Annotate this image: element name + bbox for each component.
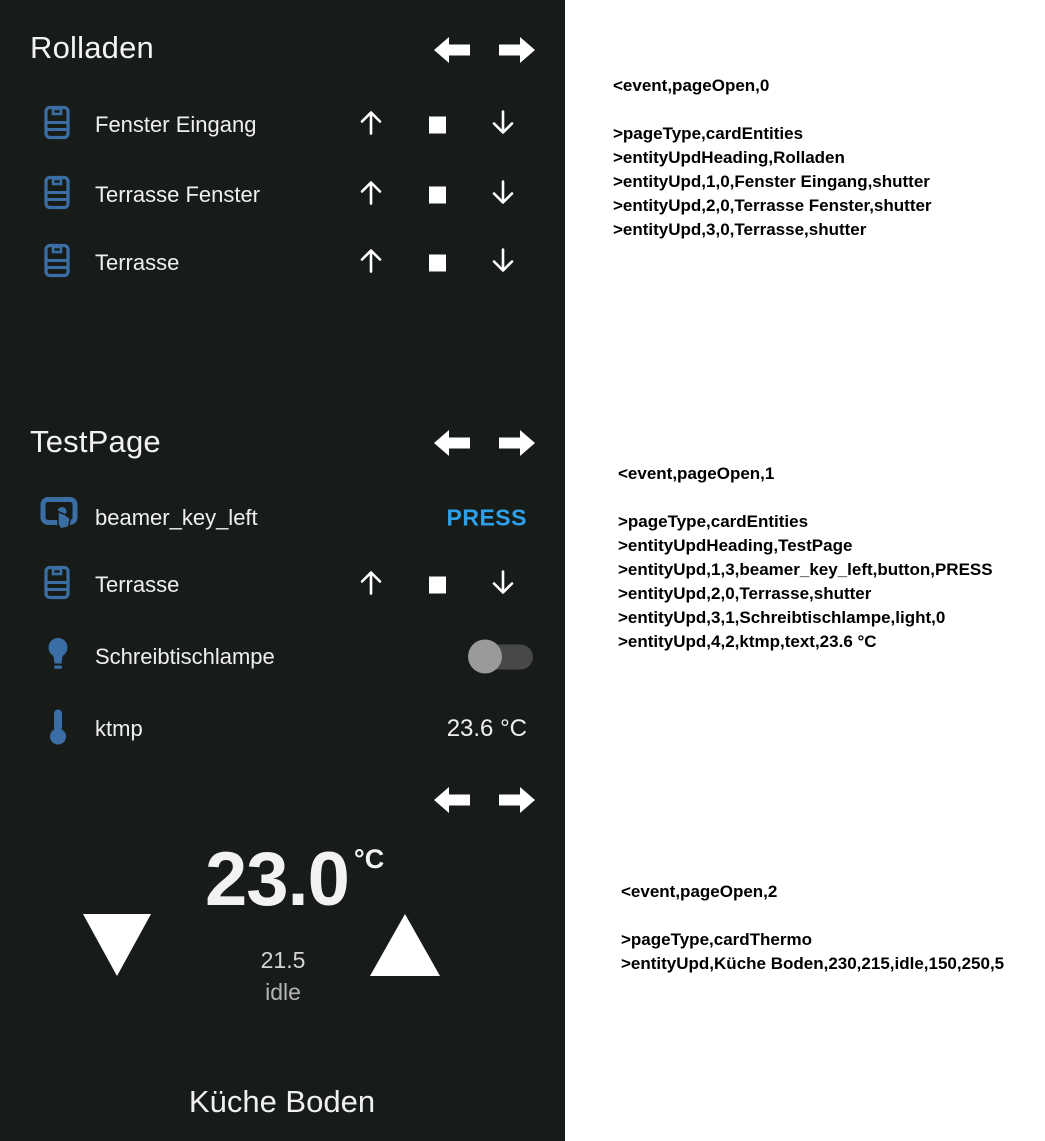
log-line: >entityUpd,1,0,Fenster Eingang,shutter	[613, 172, 930, 191]
entity-row	[0, 634, 565, 680]
log-block-page0	[613, 74, 932, 242]
log-line: >entityUpd,1,3,beamer_key_left,button,PRESS	[618, 560, 993, 579]
current-temperature-value: 23.0	[205, 837, 349, 922]
nav-right-arrow[interactable]	[499, 429, 535, 457]
shutter-stop-button[interactable]	[429, 577, 446, 594]
shutter-up-button[interactable]	[358, 569, 384, 602]
arrow-left-icon	[434, 786, 470, 814]
shutter-stop-button[interactable]	[429, 187, 446, 204]
window-shutter-icon	[44, 566, 70, 605]
log-line: <event,pageOpen,0	[613, 76, 770, 95]
log-line: >entityUpd,2,0,Terrasse,shutter	[618, 584, 872, 603]
light-toggle-switch[interactable]	[471, 645, 533, 670]
log-line: >entityUpd,3,1,Schreibtischlampe,light,0	[618, 608, 946, 627]
thermometer-icon	[48, 708, 68, 751]
log-line: <event,pageOpen,2	[621, 882, 778, 901]
entity-label: ktmp	[95, 716, 143, 741]
arrow-left-icon	[434, 429, 470, 457]
shutter-stop-button[interactable]	[429, 255, 446, 272]
entity-row	[0, 172, 565, 218]
hvac-state: idle	[265, 979, 301, 1005]
log-spacer	[618, 486, 993, 510]
log-line: >entityUpdHeading,Rolladen	[613, 148, 845, 167]
window-shutter-icon	[44, 244, 70, 283]
temperature-value: 23.6 °C	[446, 715, 527, 742]
log-line: <event,pageOpen,1	[618, 464, 775, 483]
arrow-right-icon	[499, 36, 535, 64]
log-line: >entityUpd,3,0,Terrasse,shutter	[613, 220, 867, 239]
arrow-right-icon	[499, 429, 535, 457]
arrow-right-icon	[499, 786, 535, 814]
log-spacer	[613, 98, 932, 122]
nav-left-arrow[interactable]	[434, 429, 470, 457]
press-button[interactable]: PRESS	[446, 504, 527, 531]
setpoint-temperature: 21.5	[260, 947, 306, 973]
log-line: >entityUpd,2,0,Terrasse Fenster,shutter	[613, 196, 932, 215]
toggle-knob	[468, 640, 502, 674]
entity-label: Terrasse	[95, 250, 180, 275]
window-shutter-icon	[44, 106, 70, 145]
shutter-down-button[interactable]	[490, 109, 516, 142]
log-line: >entityUpdHeading,TestPage	[618, 536, 853, 555]
entity-row	[0, 706, 565, 752]
entity-row	[0, 240, 565, 286]
temperature-unit: °C	[353, 844, 385, 874]
log-line: >entityUpd,Küche Boden,230,215,idle,150,250,5	[621, 954, 1005, 973]
shutter-up-button[interactable]	[358, 247, 384, 280]
log-block-page2	[621, 880, 1004, 976]
triangle-down-icon	[81, 912, 153, 978]
shutter-up-button[interactable]	[358, 179, 384, 212]
entity-label: Terrasse Fenster	[95, 182, 261, 207]
log-line: >pageType,cardEntities	[618, 512, 809, 531]
entity-row	[0, 495, 565, 541]
nav-right-arrow[interactable]	[499, 36, 535, 64]
current-temperature	[205, 837, 385, 922]
nav-right-arrow[interactable]	[499, 786, 535, 814]
log-line: >pageType,cardEntities	[613, 124, 804, 143]
shutter-down-button[interactable]	[490, 247, 516, 280]
log-spacer	[621, 904, 1004, 928]
thermostat-name: Küche Boden	[188, 1084, 376, 1119]
nav-left-arrow[interactable]	[434, 786, 470, 814]
log-block-page1	[618, 462, 993, 654]
log-line: >entityUpd,4,2,ktmp,text,23.6 °C	[618, 632, 877, 651]
shutter-down-button[interactable]	[490, 569, 516, 602]
gesture-tap-button-icon	[40, 495, 78, 542]
log-line: >pageType,cardThermo	[621, 930, 812, 949]
entity-label: Fenster Eingang	[95, 112, 257, 137]
card-testpage-title: TestPage	[30, 424, 161, 459]
shutter-down-button[interactable]	[490, 179, 516, 212]
entity-label: beamer_key_left	[95, 505, 258, 530]
arrow-left-icon	[434, 36, 470, 64]
entity-label: Schreibtischlampe	[95, 644, 275, 669]
shutter-stop-button[interactable]	[429, 117, 446, 134]
window-shutter-icon	[44, 176, 70, 215]
entity-label: Terrasse	[95, 572, 180, 597]
entity-row	[0, 562, 565, 608]
shutter-up-button[interactable]	[358, 109, 384, 142]
entity-row	[0, 102, 565, 148]
nav-left-arrow[interactable]	[434, 36, 470, 64]
card-rolladen-title: Rolladen	[30, 30, 154, 65]
temp-down-button[interactable]	[81, 912, 153, 983]
lightbulb-icon	[45, 637, 71, 678]
